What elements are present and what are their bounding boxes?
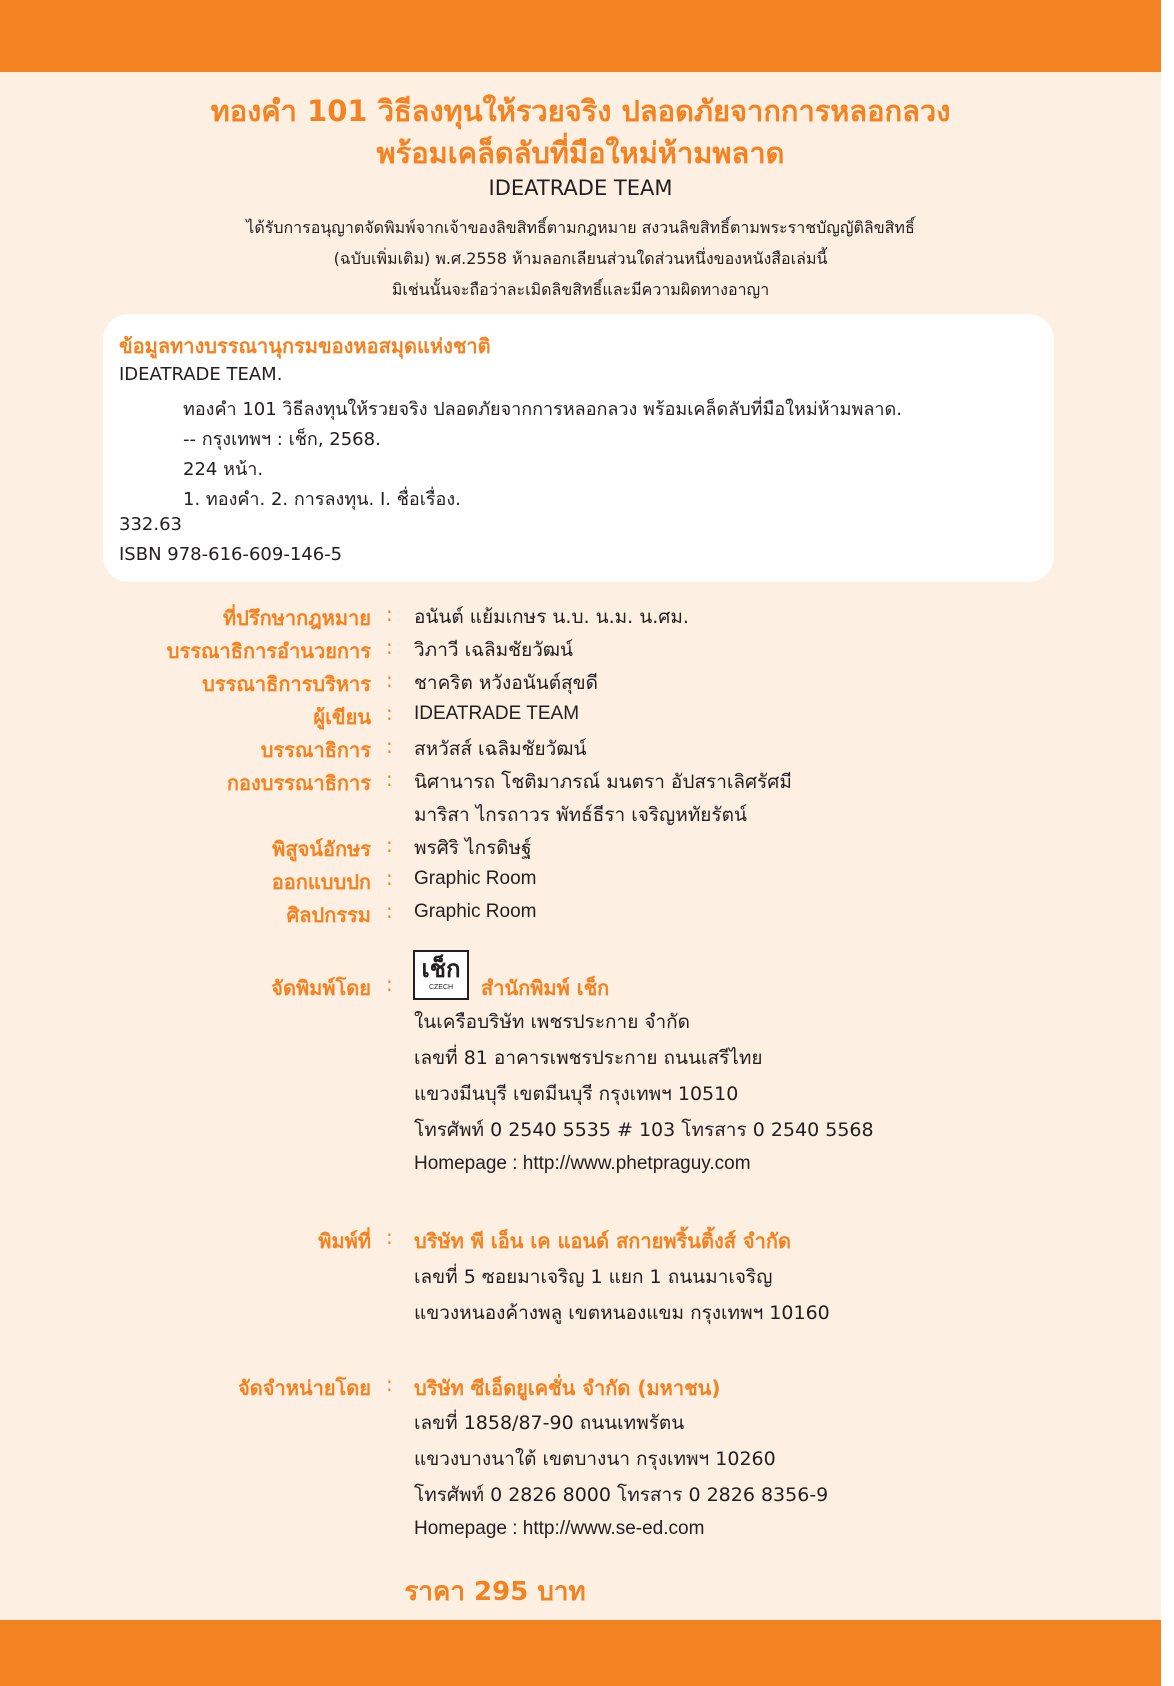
distributor-homepage: Homepage : http://www.se-ed.com [414, 1518, 705, 1539]
credit-colon: : [386, 635, 393, 659]
credit-managing-editor [0, 635, 1161, 665]
printer-label: พิมพ์ที่ [318, 1229, 371, 1253]
credit-value: ชาคริต หวังอนันต์สุขดี [414, 672, 598, 694]
printer-name: บริษัท พี เอ็น เค แอนด์ สกายพริ้นติ้งส์ จำกัด [414, 1229, 791, 1253]
credit-legal-advisor [0, 602, 1161, 632]
credit-editorial-team-line-2: มาริสา ไกรถาวร พัทธ์ธีรา เจริญหทัยรัตน์ [414, 804, 747, 826]
distributor-phone: โทรศัพท์ 0 2826 8000 โทรสาร 0 2826 8356-9 [414, 1484, 829, 1506]
publisher-homepage: Homepage : http://www.phetpraguy.com [414, 1153, 751, 1174]
cip-classification: 332.63 [119, 514, 182, 535]
credit-artwork [0, 899, 1161, 929]
copyright-notice-line-2: (ฉบับเพิ่มเติม) พ.ศ.2558 ห้ามลอกเลียนส่วนใดส่วนหนึ่งของหนังสือเล่มนี้ [333, 249, 828, 268]
credit-value: Graphic Room [414, 868, 537, 889]
credit-colon: : [386, 668, 393, 692]
credit-colon: : [386, 899, 393, 923]
credit-colon: : [386, 866, 393, 890]
distributor-name: บริษัท ซีเอ็ดยูเคชั่น จำกัด (มหาชน) [414, 1376, 721, 1400]
distributor-label: จัดจำหน่ายโดย [238, 1376, 371, 1400]
credit-executive-editor [0, 668, 1161, 698]
credit-value: วิภาวี เฉลิมชัยวัฒน์ [414, 639, 574, 661]
publisher-name: สำนักพิมพ์ เช็ก [481, 976, 610, 1000]
printer-address-line: แขวงหนองค้างพลู เขตหนองแขม กรุงเทพฯ 10160 [414, 1302, 830, 1324]
credit-proofreader [0, 833, 1161, 863]
credit-cover-design [0, 866, 1161, 896]
publisher-address-line: ในเครือบริษัท เพชรประกาย จำกัด [414, 1011, 691, 1033]
distributor-colon: : [386, 1372, 393, 1396]
credit-value: สหวัสส์ เฉลิมชัยวัฒน์ [414, 738, 587, 760]
top-orange-band [0, 0, 1161, 72]
author-name: IDEATRADE TEAM [488, 176, 673, 200]
publisher-label: จัดพิมพ์โดย [271, 976, 371, 1000]
cip-imprint: -- กรุงเทพฯ : เช็ก, 2568. [183, 429, 381, 450]
credit-label: บรรณาธิการบริหาร [202, 672, 371, 696]
credit-colon: : [386, 734, 393, 758]
price: ราคา 295 บาท [404, 1577, 586, 1607]
credit-label: ออกแบบปก [271, 870, 371, 894]
cip-title: ทองคำ 101 วิธีลงทุนให้รวยจริง ปลอดภัยจากการหลอกลวง พร้อมเคล็ดลับที่มือใหม่ห้ามพลาด. [183, 399, 902, 420]
credit-value: นิศานารถ โชติมาภรณ์ มนตรา อัปสราเลิศรัศมี [414, 771, 792, 793]
printer-address-line: เลขที่ 5 ซอยมาเจริญ 1 แยก 1 ถนนมาเจริญ [414, 1266, 773, 1288]
credit-value: อนันต์ แย้มเกษร น.บ. น.ม. น.ศม. [414, 606, 689, 628]
copyright-notice-line-1: ได้รับการอนุญาตจัดพิมพ์จากเจ้าของลิขสิทธิ์ตามกฎหมาย สงวนลิขสิทธิ์ตามพระราชบัญญัติลิขสิทธิ์ [246, 218, 915, 237]
credit-colon: : [386, 602, 393, 626]
distributor-address-line: แขวงบางนาใต้ เขตบางนา กรุงเทพฯ 10260 [414, 1448, 776, 1470]
credit-colon: : [386, 833, 393, 857]
credit-colon: : [386, 701, 393, 725]
publisher-logo [413, 950, 469, 1000]
credit-editor [0, 734, 1161, 764]
credit-colon: : [386, 767, 393, 791]
credit-label: บรรณาธิการอำนวยการ [166, 639, 371, 663]
credit-value: Graphic Room [414, 901, 537, 922]
printer-colon: : [386, 1225, 393, 1249]
credit-label: กองบรรณาธิการ [226, 771, 371, 795]
credit-editorial-team [0, 767, 1161, 797]
cip-data-card [103, 314, 1054, 582]
book-title-line-1: ทองคำ 101 วิธีลงทุนให้รวยจริง ปลอดภัยจากการหลอกลวง [210, 94, 951, 128]
publisher-address-line: เลขที่ 81 อาคารเพชรประกาย ถนนเสรีไทย [414, 1047, 763, 1069]
book-title-line-2: พร้อมเคล็ดลับที่มือใหม่ห้ามพลาด [376, 136, 785, 170]
credit-label: ผู้เขียน [313, 705, 371, 729]
cip-subjects: 1. ทองคำ. 2. การลงทุน. I. ชื่อเรื่อง. [183, 489, 461, 510]
credit-label: ศิลปกรรม [286, 903, 371, 927]
credit-author [0, 701, 1161, 731]
publisher-logo-sub: CZECH [428, 984, 454, 991]
credit-label: พิสูจน์อักษร [272, 837, 371, 861]
cip-pages: 224 หน้า. [183, 459, 264, 480]
credit-label: บรรณาธิการ [260, 738, 371, 762]
distributor-address-line: เลขที่ 1858/87-90 ถนนเทพรัตน [414, 1412, 685, 1434]
publisher-colon: : [386, 972, 393, 996]
bottom-orange-band [0, 1620, 1161, 1686]
credit-value: IDEATRADE TEAM [414, 703, 580, 724]
copyright-notice-line-3: มิเช่นนั้นจะถือว่าละเมิดลิขสิทธิ์และมีความผิดทางอาญา [391, 280, 770, 299]
publisher-address-line: แขวงมีนบุรี เขตมีนบุรี กรุงเทพฯ 10510 [414, 1083, 739, 1105]
credit-value: พรศิริ ไกรดิษฐ์ [414, 837, 532, 859]
cip-isbn: ISBN 978-616-609-146-5 [119, 544, 343, 565]
cip-author: IDEATRADE TEAM. [119, 364, 283, 385]
publisher-phone: โทรศัพท์ 0 2540 5535 # 103 โทรสาร 0 2540 5568 [414, 1119, 874, 1141]
cip-heading: ข้อมูลทางบรรณานุกรมของหอสมุดแห่งชาติ [119, 334, 491, 358]
credit-label: ที่ปรึกษากฎหมาย [223, 606, 371, 630]
publisher-logo-mark: เช็ก [421, 955, 461, 983]
